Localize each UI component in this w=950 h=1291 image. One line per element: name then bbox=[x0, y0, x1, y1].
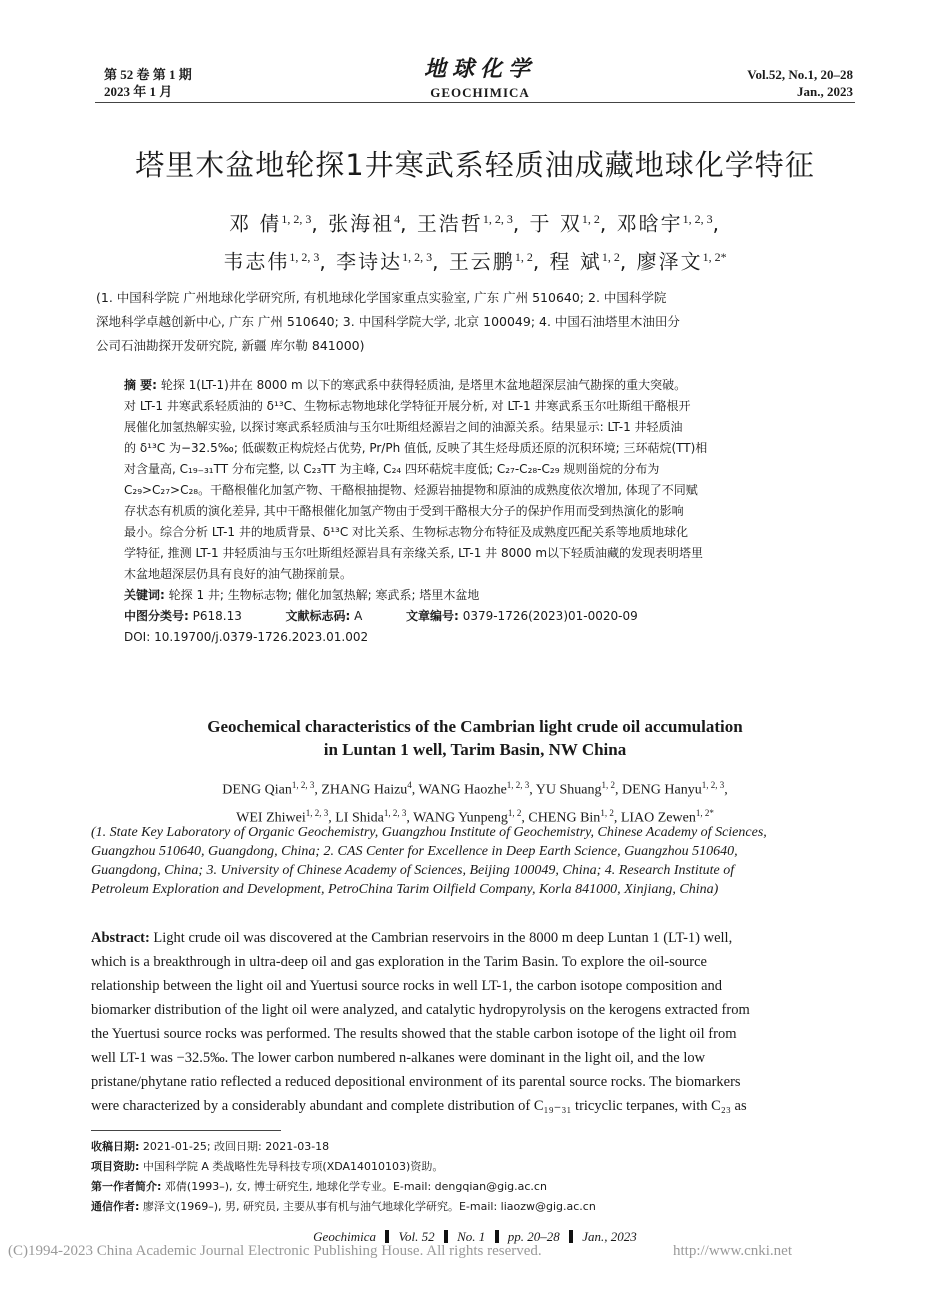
author-affiliation-sup: 1, 2, 3 bbox=[281, 212, 312, 226]
doi: DOI: 10.19700/j.0379-1726.2023.01.002 bbox=[124, 630, 369, 644]
title-en-line: Geochemical characteristics of the Cambrian light crude oil accumulation bbox=[207, 717, 743, 736]
author-affiliation-sup: 1, 2, 3 bbox=[682, 212, 713, 226]
authors-cn-line1 bbox=[0, 203, 950, 241]
affiliation-en-line: Guangdong, China; 3. University of Chinese Academy of Sciences, Beijing 100049, China; 4. Research Institute of bbox=[91, 863, 735, 878]
author-separator: , bbox=[712, 211, 721, 236]
footnotes bbox=[91, 1137, 861, 1217]
footnote-funding bbox=[91, 1157, 861, 1177]
abstract-en bbox=[91, 926, 861, 1118]
footer-divider bbox=[569, 1230, 573, 1243]
footer-pages: pp. 20–28 bbox=[507, 1229, 560, 1244]
author-separator: , bbox=[724, 782, 728, 798]
footer-date: Jan., 2023 bbox=[582, 1229, 637, 1244]
author-separator: , bbox=[521, 810, 529, 826]
footer-divider bbox=[385, 1230, 389, 1243]
abstract-en-line: which is a breakthrough in ultra-deep oil and gas exploration in the Tarim Basin. To explore the oil-source bbox=[91, 954, 707, 970]
header-date-cn: 2023 年 1 月 bbox=[104, 84, 173, 99]
abstract-cn-line: 对 LT-1 井寒武系轻质油的 δ¹³C、生物标志物地球化学特征开展分析, 对 LT-1 井寒武系玉尔吐斯组干酪根开 bbox=[124, 399, 691, 413]
header-rule bbox=[95, 102, 855, 103]
author-name: 于 双 bbox=[529, 211, 582, 236]
author-name: 邓晗宇 bbox=[616, 211, 683, 236]
abstract-cn-line: 展催化加氢热解实验, 以探讨寒武系轻质油与玉尔吐斯组烃源岩之间的油源关系。结果显示: LT-1 井轻质油 bbox=[124, 420, 683, 434]
journal-logo bbox=[395, 52, 565, 101]
header-date-en: Jan., 2023 bbox=[797, 84, 853, 99]
author-separator: , bbox=[529, 782, 536, 798]
journal-logo-cn: 地球化学 bbox=[423, 56, 536, 82]
author-affiliation-sup: 1, 2* bbox=[702, 249, 727, 264]
abstract-cn-line: C₂₉>C₂₇>C₂₈。干酪根催化加氢产物、干酪根抽提物、烃源岩抽提物和原油的成熟度依次增加, 体现了不同赋 bbox=[124, 483, 698, 497]
abstract-cn bbox=[124, 375, 834, 648]
author-separator: , bbox=[328, 810, 336, 826]
author-separator: , bbox=[411, 782, 419, 798]
author-name: 邓 倩 bbox=[229, 211, 282, 236]
author-affiliation-sup: 1, 2 bbox=[601, 249, 620, 264]
article-number-value: 0379-1726(2023)01-0020-09 bbox=[462, 609, 638, 623]
footer-volume: Vol. 52 bbox=[398, 1229, 435, 1244]
copyright-watermark: (C)1994-2023 China Academic Journal Electronic Publishing House. All rights reserved. bbox=[8, 1243, 542, 1259]
affiliation-cn-line: (1. 中国科学院 广州地球化学研究所, 有机地球化学国家重点实验室, 广东 广州 510640; 2. 中国科学院 bbox=[96, 290, 667, 305]
header-volume-en bbox=[747, 66, 853, 100]
author-name: YU Shuang bbox=[535, 782, 602, 798]
page-title-cn: 塔里木盆地轮探1井寒武系轻质油成藏地球化学特征 bbox=[135, 148, 815, 182]
affiliations-en bbox=[91, 823, 861, 899]
title-en-line: in Luntan 1 well, Tarim Basin, NW China bbox=[323, 740, 627, 759]
abstract-cn-line: 轮探 1(LT-1)井在 8000 m 以下的寒武系中获得轻质油, 是塔里木盆地超深层油气勘探的重大突破。 bbox=[160, 378, 687, 392]
author-affiliation-sup: 1, 2 bbox=[601, 780, 616, 790]
author-separator: , bbox=[400, 211, 417, 236]
authors-cn-line2 bbox=[0, 241, 950, 279]
keywords-cn-text: 轮探 1 井; 生物标志物; 催化加氢热解; 寒武系; 塔里木盆地 bbox=[168, 588, 480, 602]
author-separator: , bbox=[615, 782, 623, 798]
authors-cn bbox=[0, 203, 950, 278]
author-affiliation-sup: 1, 2, 3 bbox=[291, 780, 315, 790]
authors-en-line1 bbox=[0, 774, 950, 802]
author-separator: , bbox=[406, 810, 414, 826]
clc-label: 中图分类号: bbox=[124, 609, 189, 623]
footnote-received bbox=[91, 1137, 861, 1157]
author-name: WEI Zhiwei bbox=[236, 810, 306, 826]
author-name: 王云鹏 bbox=[448, 249, 515, 274]
author-affiliation-sup: 1, 2, 3 bbox=[289, 249, 320, 264]
author-separator: , bbox=[319, 249, 337, 274]
author-name: WANG Haozhe bbox=[418, 782, 507, 798]
doc-code-value: A bbox=[354, 609, 363, 623]
author-separator: , bbox=[619, 249, 637, 274]
author-name: 韦志伟 bbox=[223, 249, 290, 274]
affiliation-cn-line: 公司石油勘探开发研究院, 新疆 库尔勒 841000) bbox=[96, 338, 365, 353]
author-separator: , bbox=[314, 782, 322, 798]
classification-row bbox=[124, 606, 834, 627]
header-vol-no-pages: Vol.52, No.1, 20–28 bbox=[747, 67, 853, 82]
footnote-label: 项目资助: bbox=[91, 1160, 140, 1173]
authors-en bbox=[0, 774, 950, 829]
author-affiliation-sup: 1, 2, 3 bbox=[506, 780, 530, 790]
abstract-en-line: relationship between the light oil and Yuertusi source rocks in well LT-1, the carbon isotope composition and bbox=[91, 978, 723, 994]
author-affiliation-sup: 1, 2* bbox=[695, 807, 714, 818]
author-name: CHENG Bin bbox=[528, 810, 601, 826]
footer-divider bbox=[495, 1230, 499, 1243]
abstract-en-line: Light crude oil was discovered at the Cambrian reservoirs in the 8000 m deep Luntan 1 (LT-1) well, bbox=[153, 930, 733, 946]
author-separator: , bbox=[599, 211, 617, 236]
author-separator: , bbox=[532, 249, 550, 274]
author-affiliation-sup: 4 bbox=[407, 780, 412, 790]
abstract-cn-line: 学特征, 推测 LT-1 井轻质油与玉尔吐斯组烃源岩具有亲缘关系, LT-1 井 8000 m以下轻质油藏的发现表明塔里 bbox=[124, 546, 704, 560]
footer-number: No. 1 bbox=[457, 1229, 486, 1244]
footnote-corresponding bbox=[91, 1197, 861, 1217]
author-affiliation-sup: 1, 2 bbox=[507, 807, 522, 818]
affiliation-en-line: Petroleum Exploration and Development, PetroChina Tarim Oilfield Company, Korla 841000, Xinjiang, China) bbox=[91, 882, 719, 897]
author-affiliation-sup: 4 bbox=[394, 212, 401, 226]
footnote-rule bbox=[91, 1130, 281, 1131]
author-name: 廖泽文 bbox=[636, 249, 703, 274]
article-number-label: 文章编号: bbox=[406, 609, 459, 623]
author-name: 张海祖 bbox=[328, 211, 395, 236]
author-name: DENG Qian bbox=[222, 782, 292, 798]
abstract-en-line: biomarker distribution of the light oil were analyzed, and catalytic hydropyrolysis on the kerogens extracted from bbox=[91, 1002, 750, 1018]
clc-value: P618.13 bbox=[192, 609, 242, 623]
author-name: WANG Yunpeng bbox=[413, 810, 508, 826]
footnote-text: 邓倩(1993–), 女, 博士研究生, 地球化学专业。E-mail: dengqian@gig.ac.cn bbox=[164, 1180, 547, 1193]
page-title-en bbox=[0, 715, 950, 761]
affiliation-cn-line: 深地科学卓越创新中心, 广东 广州 510640; 3. 中国科学院大学, 北京 100049; 4. 中国石油塔里木油田分 bbox=[96, 314, 680, 329]
author-affiliation-sup: 1, 2 bbox=[581, 212, 600, 226]
abstract-cn-label: 摘 要: bbox=[124, 378, 157, 392]
footer-divider bbox=[444, 1230, 448, 1243]
footnote-text: 廖泽文(1969–), 男, 研究员, 主要从事有机与油气地球化学研究。E-mail: liaozw@gig.ac.cn bbox=[142, 1200, 596, 1213]
abstract-cn-line: 最小。综合分析 LT-1 井的地质背景、δ¹³C 对比关系、生物标志物分布特征及成熟度匹配关系等地质地球化 bbox=[124, 525, 689, 539]
author-separator: , bbox=[512, 211, 530, 236]
footnote-text: 中国科学院 A 类战略性先导科技专项(XDA14010103)资助。 bbox=[142, 1160, 444, 1173]
author-name: 程 斌 bbox=[549, 249, 602, 274]
author-affiliation-sup: 1, 2, 3 bbox=[402, 249, 433, 264]
author-name: DENG Hanyu bbox=[622, 782, 702, 798]
affiliation-en-line: (1. State Key Laboratory of Organic Geochemistry, Guangzhou Institute of Geochemistry, Chinese Academy of Sciences, bbox=[91, 825, 767, 840]
author-affiliation-sup: 1, 2, 3 bbox=[305, 807, 329, 818]
doc-code-label: 文献标志码: bbox=[285, 609, 351, 623]
footnote-text: 2021-01-25; 改回日期: 2021-03-18 bbox=[142, 1140, 330, 1153]
abstract-cn-line: 对含量高, C₁₉₋₃₁TT 分布完整, 以 C₂₃TT 为主峰, C₂₄ 四环萜烷丰度低; C₂₇-C₂₈-C₂₉ 规则甾烷的分布为 bbox=[124, 462, 660, 476]
author-separator: , bbox=[311, 211, 329, 236]
author-separator: , bbox=[613, 810, 621, 826]
author-name: 王浩哲 bbox=[416, 211, 483, 236]
author-name: ZHANG Haizu bbox=[321, 782, 408, 798]
author-name: LI Shida bbox=[335, 810, 384, 826]
footnote-label: 通信作者: bbox=[91, 1200, 140, 1213]
footnote-first-author bbox=[91, 1177, 861, 1197]
author-name: 李诗达 bbox=[336, 249, 403, 274]
author-affiliation-sup: 1, 2, 3 bbox=[482, 212, 513, 226]
header-volume-cn bbox=[104, 66, 192, 100]
abstract-cn-line: 存状态有机质的演化差异, 其中干酪根催化加氢产物由于受到干酪根大分子的保护作用而受到热演化的影响 bbox=[124, 504, 684, 518]
author-separator: , bbox=[432, 249, 449, 274]
abstract-en-line: the Yuertusi source rocks was performed. The results showed that the stable carbon isotope of the light oil from bbox=[91, 1026, 737, 1042]
footnote-label: 第一作者简介: bbox=[91, 1180, 162, 1193]
author-affiliation-sup: 1, 2 bbox=[514, 249, 533, 264]
abstract-en-line: pristane/phytane ratio reflected a reduced depositional environment of its parental source rocks. The biomarkers bbox=[91, 1074, 741, 1090]
keywords-cn-label: 关键词: bbox=[124, 588, 165, 602]
author-name: LIAO Zewen bbox=[620, 810, 696, 826]
author-affiliation-sup: 1, 2, 3 bbox=[701, 780, 725, 790]
journal-logo-en: GEOCHIMICA bbox=[430, 85, 530, 100]
affiliation-en-line: Guangzhou 510640, Guangdong, China; 2. CAS Center for Excellence in Deep Earth Science, Guangzhou 510640, bbox=[91, 844, 738, 859]
header-volume-issue: 第 52 卷 第 1 期 bbox=[104, 67, 192, 82]
abstract-cn-line: 木盆地超深层仍具有良好的油气勘探前景。 bbox=[124, 567, 353, 581]
abstract-en-line: well LT-1 was −32.5‰. The lower carbon numbered n-alkanes were dominant in the light oil, and the low bbox=[91, 1050, 706, 1066]
abstract-en-line: were characterized by a considerably abundant and complete distribution of C₁₉₋₃₁ tricyclic terpanes, with C₂₃ as bbox=[91, 1098, 747, 1114]
author-affiliation-sup: 1, 2, 3 bbox=[383, 807, 407, 818]
footnote-label: 收稿日期: bbox=[91, 1140, 140, 1153]
author-affiliation-sup: 1, 2 bbox=[600, 807, 614, 818]
keywords-cn bbox=[124, 585, 834, 606]
abstract-en-label: Abstract: bbox=[91, 930, 150, 946]
footer-journal: Geochimica bbox=[313, 1229, 376, 1244]
cnki-link[interactable]: http://www.cnki.net bbox=[672, 1243, 792, 1259]
abstract-cn-line: 的 δ¹³C 为−32.5‰; 低碳数正构烷烃占优势, Pr/Ph 值低, 反映了其生烃母质还原的沉积环境; 三环萜烷(TT)相 bbox=[124, 441, 708, 455]
affiliations-cn bbox=[96, 286, 856, 358]
